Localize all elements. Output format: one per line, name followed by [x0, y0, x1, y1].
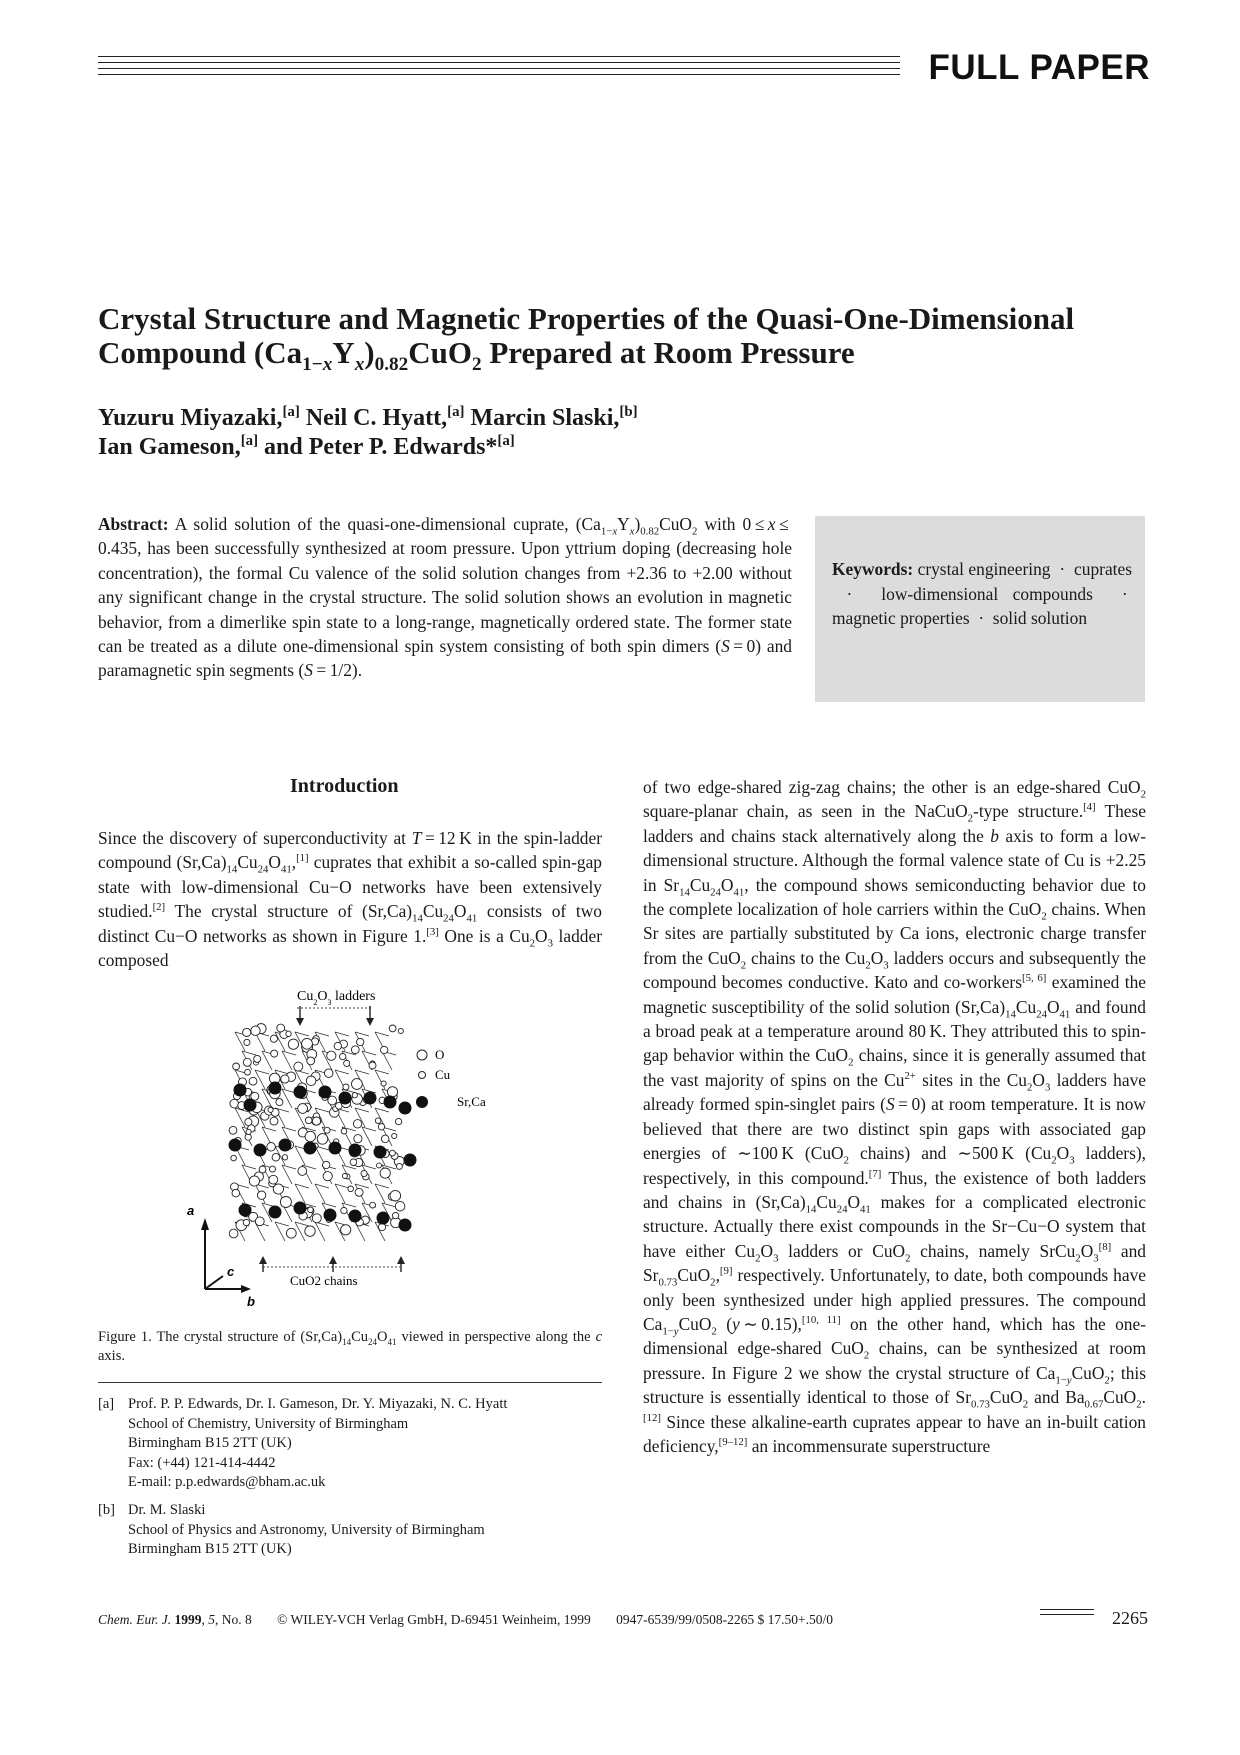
footnote-line: Prof. P. P. Edwards, Dr. I. Gameson, Dr. Y. Miyazaki, N. C. Hyatt: [128, 1396, 508, 1412]
page-footer: [98, 1612, 1148, 1628]
footnote-line: Birmingham B15 2TT (UK): [128, 1541, 292, 1557]
axis-c-label: c: [227, 1264, 235, 1279]
chains-label: CuO2 chains: [290, 1273, 358, 1288]
footnote-line: E-mail: p.p.edwards@bham.ac.uk: [128, 1474, 326, 1490]
section-heading: Introduction: [290, 775, 399, 797]
footnote-line: Fax: (+44) 121-414-4442: [128, 1454, 276, 1471]
ladders-label: $Cu_2O_3$ ladders: [297, 989, 376, 1007]
footnote-a: [98, 1395, 602, 1493]
copyright: © WILEY-VCH Verlag GmbH, D-69451 Weinheim, 1999: [277, 1612, 591, 1627]
legend-oxygen: O: [435, 1047, 445, 1062]
section-label: FULL PAPER: [928, 48, 1150, 87]
footnote-line: Birmingham B15 2TT (UK): [128, 1435, 292, 1451]
footnote-rule: [98, 1382, 602, 1383]
author-list: Yuzuru Miyazaki,[a] Neil C. Hyatt,[a] Marcin Slaski,[b] Ian Gameson,[a] and Peter P. Edwards*[a]: [98, 404, 638, 460]
footnote-body: [128, 1501, 602, 1560]
structure-atoms: [229, 1024, 417, 1241]
header-rule: [98, 56, 900, 80]
page-number-rule: [1040, 1609, 1094, 1619]
figure-caption: Figure 1. The crystal structure of $(Sr,Ca)_{14}Cu_{24}O_{41}$ viewed in perspective along the c axis.: [98, 1329, 602, 1364]
footnote-line: School of Chemistry, University of Birmingham: [128, 1415, 409, 1432]
axis-a-label: a: [187, 1203, 195, 1218]
crystal-structure-figure: [187, 980, 535, 1320]
keywords: Keywords: crystal engineering · cuprates · low-dimensional compounds · magnetic properties · solid solution: [832, 559, 1132, 628]
footnote-body: [128, 1395, 602, 1493]
intro-left-text: Since the discovery of superconductivity at T = 12 K in the spin-ladder compound $(Sr,Ca)_{14}Cu_{24}O_{41},[1]$ cuprates that exhibit a so-called spin-gap state with low-dimensional Cu−O networks have been extensively studied.[2] The crystal structure of $(Sr,Ca)_{14}Cu_{24}O_{41}$ consists of two distinct Cu−O networks as shown in Figure 1.[3] One is a $Cu_2O_3$ ladder composed: [98, 828, 603, 971]
legend-srca: Sr,Ca: [457, 1094, 486, 1109]
issn: 0947-6539/99/0508-2265 $ 17.50+.50/0: [616, 1612, 833, 1627]
abstract: Abstract: A solid solution of the quasi-one-dimensional cuprate, $(Ca_{1-x}Y_x)_{0.82}CuO_2$ with 0 ≤ x ≤ 0.435, has been successfully synthesized at room pressure. Upon yttrium doping (decreasing hole concentration), the formal Cu valence of the solid solution changes from +2.36 to +2.00 without any significant change in the crystal structure. The solid solution shows an evolution in magnetic behavior, from a dimerlike spin state to a long-range, magnetically ordered state. The former state can be treated as a dilute one-dimensional spin system consisting of both spin dimers (S = 0) and paramagnetic spin segments (S = 1/2).: [98, 514, 792, 681]
legend-copper: Cu: [435, 1067, 451, 1082]
paper-title: Crystal Structure and Magnetic Properties of the Quasi-One-Dimensional Compound $(Ca_{1-x}Y_x)_{0.82}CuO_2$ Prepared at Room Pressure: [98, 301, 1075, 376]
intro-right-text: of two edge-shared zig-zag chains; the other is an edge-shared CuO$_2$ square-planar chain, as seen in the NaCuO$_2$-type structure.[4] These ladders and chains stack alternatively along the b axis to form a low-dimensional structure. Although the formal valence state of Cu is +2.25 in $Sr_{14}Cu_{24}O_{41}$, the compound shows semiconducting behavior due to the complete localization of hole carriers within the CuO$_2$ chains. When Sr sites are partially substituted by Ca ions, electronic charge transfer from the CuO$_2$ chains to the $Cu_2O_3$ ladders occurs and subsequently the compound becomes conductive. Kato and co-workers[5, 6] examined the magnetic susceptibility of the solid solution $(Sr,Ca)_{14}Cu_{24}O_{41}$ and found a broad peak at a temperature around 80 K. They attributed this to spin-gap behavior within the CuO$_2$ chains, since it is generally assumed that the vast majority of spins on the $Cu^{2+}$ sites in the $Cu_2O_3$ ladders have already formed spin-singlet pairs (S = 0) at room temperature. It is now believed that there are two distinct spin gaps with associated gap energies of ∼100 K (CuO$_2$ chains) and ∼500 K ($Cu_2O_3$ ladders), respectively, in this compound.[7] Thus, the existence of both ladders and chains in $(Sr,Ca)_{14}Cu_{24}O_{41}$ makes for a complicated electronic structure. Actually there exist compounds in the Sr−Cu−O system that have either $Cu_2O_3$ ladders or CuO$_2$ chains, namely $SrCu_2O_3[8]$ and $Sr_{0.73}CuO_2,[9]$ respectively. Unfortunately, to date, both compounds have only been synthesized under high applied pressures. The compound $Ca_{1-y}CuO_2$ (y ∼ 0.15),[10, 11] on the other hand, which has the one-dimensional edge-shared CuO$_2$ chains, can be synthesized at room pressure. In Figure 2 we show the crystal structure of $Ca_{1-y}CuO_2$; this structure is essentially identical to those of $Sr_{0.73}CuO_2$ and $Ba_{0.67}CuO_2.[12]$ Since these alkaline-earth cuprates appear to have an in-built cation deficiency,[9–12] an incommensurate superstructure: [643, 777, 1147, 1456]
journal-citation: Chem. Eur. J. 1999, 5, No. 8: [98, 1612, 252, 1627]
footnote-line: Dr. M. Slaski: [128, 1502, 206, 1518]
page-number: 2265: [1112, 1608, 1148, 1628]
axis-b-label: b: [247, 1294, 255, 1309]
footnote-tag: [a]: [98, 1396, 115, 1412]
footnote-b: [98, 1501, 602, 1560]
footnote-tag: [b]: [98, 1502, 115, 1518]
footnote-line: School of Physics and Astronomy, University of Birmingham: [128, 1521, 485, 1538]
